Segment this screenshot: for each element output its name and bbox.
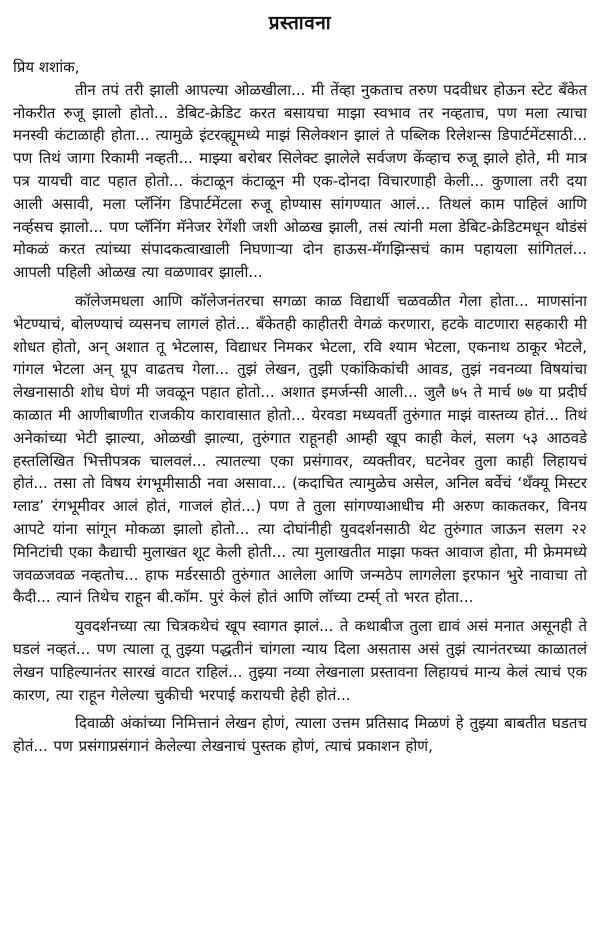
paragraph-2: कॉलेजमधला आणि कॉलेजनंतरचा सगळा काळ विद्यार्थी चळवळीत गेला होता... माणसांना भेटण्याचं, बोलण्याचं व्यसनच लागलं होतं... बँकेतही काहीतरी वेगळं करणारा, हटके वाटणारा सहकारी मी शोधत होतो, अन् अशात तू भेटलास, विद्याधर निमकर भेटला, रवि श्याम भेटला, एकनाथ ठाकूर भेटले, गांगल भेटला अन् ग्रूप वाढतच गेला... तुझं लेखन, तुझी एकांकिकांची आवड, तुझं नवनव्या विषयांचा लेखनासाठी शोध घेणं मी जवळून पहात होतो... अशात इमर्जन्सी आली... जुलै ७५ ते मार्च ७७ या प्रदीर्घ काळात मी आणीबाणीत राजकीय कारावासात होतो... येरवडा मध्यवर्ती तुरुंगात माझं वास्तव्य होतं... तिथं अनेकांच्या भेटी झाल्या, ओळखी झाल्या, तुरुंगात राहूनही आम्ही खूप काही केलं, सलग ५३ आठवडे हस्तलिखित भित्तीपत्रक चालवलं... त्यातल्या एका प्रसंगावर, व्यक्तीवर, घटनेवर तुला काही लिहायचं होतं... तसा तो विषय रंगभूमीसाठी नवा असावा... (कदाचित त्यामुळेच असेल, अनिल बर्वेचं ‘थँक्यू मिस्टर ग्लाड’ रंगभूमीवर आलं होतं, गाजलं होतं...) पण ते तुला सांगण्याआधीच मी अरुण काकतकर, विनय आपटे यांना सांगून मोकळा झालो होतो... त्या दोघांनीही युवदर्शनसाठी थेट तुरुंगात जाऊन सलग २२ मिनिटांची एका कैद्याची मुलाखत शूट केली होती... त्या मुलाखतीत माझा फक्त आवाज होता, मी फ्रेममध्ये जवळजवळ नव्हतोच... हाफ मर्डरसाठी तुरुंगात आलेला आणि जन्मठेप लागलेला इरफान भुरे नावाचा तो कैदी... त्यानं तिथेच राहून बी.कॉम. पुरं केलं होतं आणि लॉच्या टर्म्स् तो भरत होता... [13,291,587,607]
page-title: प्रस्तावना [268,12,332,34]
paragraph-4: दिवाळी अंकांच्या निमित्तानं लेखन होणं, त्याला उत्तम प्रतिसाद मिळणं हे तुझ्या बाबतीत घडतच होतं... पण प्रसंगाप्रसंगानं केलेल्या लेखनाचं पुस्तक होणं, त्याचं प्रकाशन होणं, [13,714,587,756]
salutation: प्रिय शशांक, [13,58,80,76]
paragraph-3: युवदर्शनच्या त्या चित्रकथेचं खूप स्वागत झालं... ते कथाबीज तुला द्यावं असं मनात असूनही ते घडलं नव्हतं... पण त्याला तू तुझ्या पद्धतीनं चांगला न्याय दिला असतास असं तुझं त्यानंतरच्या काळातलं लेखन पाहिल्यानंतर सारखं वाटत राहिलं... तुझ्या नव्या लेखनाला प्रस्तावना लिहायचं मान्य केलं त्याचं एक कारण, त्या राहून गेलेल्या चुकीची भरपाई करायची हेही होतं... [13,617,587,704]
paragraph-1: तीन तपं तरी झाली आपल्या ओळखीला... मी तेंव्हा नुकताच तरुण पदवीधर होऊन स्टेट बँकेत नोकरीत रुजू झालो होतो... डेबिट-क्रेडिट करत बसायचा माझा स्वभाव तर नव्हताच, पण मला त्याचा मनस्वी कंटाळाही होता... त्यामुळे इंटरव्ह्यूमध्ये माझं सिलेक्शन झालं ते पब्लिक रिलेशन्स डिपार्टमेंटसाठी... पण तिथं जागा रिकामी नव्हती... माझ्या बरोबर सिलेक्ट झालेले सर्वजण केंव्हाच रुजू झाले होते, मी मात्र पत्र यायची वाट पहात होतो... कंटाळून कंटाळून मी एक-दोनदा विचारणाही केली... कुणाला तरी दया आली असावी, मला प्लॅनिंग डिपार्टमेंटला रुजू होण्यास सांगण्यात आलं... तिथलं काम पाहिलं आणि नर्व्हसच झालो... पण प्लॅनिंग मॅनेजर रेगेंशी जशी ओळख झाली, तसं त्यांनी मला डेबिट-क्रेडिटमधून थोडंसं मोकळं करत त्यांच्या संपादकत्वाखाली निघणाऱ्या दोन हाऊस-मॅगझिन्सचं काम पहायला सांगितलं... आपली पहिली ओळख त्या वळणावर झाली... [13,80,587,282]
